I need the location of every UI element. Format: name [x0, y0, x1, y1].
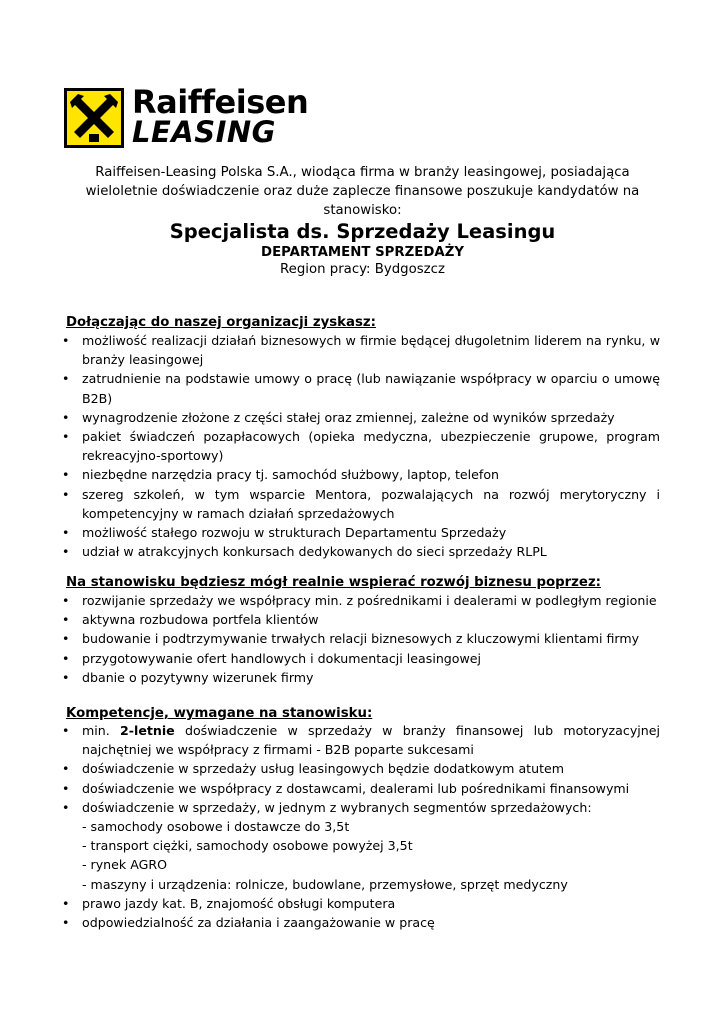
segment-item: - maszyny i urządzenia: rolnicze, budowlane, przemysłowe, sprzęt medyczny — [82, 876, 568, 892]
bullet-icon: • — [62, 486, 70, 502]
list-item — [60, 668, 660, 687]
list-item — [60, 591, 660, 610]
list-item-text: min. — [82, 723, 121, 738]
bullet-icon: • — [62, 467, 70, 483]
segment-item: - transport ciężki, samochody osobowe powyżej 3,5t — [82, 838, 413, 854]
list-item-text: doświadczenie w sprzedaży usług leasingowych będzie dodatkowym atutem — [82, 761, 565, 777]
job-title: Specjalista ds. Sprzedaży Leasingu — [169, 220, 556, 243]
bullet-icon: • — [62, 650, 70, 666]
list-item-text: doświadczenie w sprzedaży w branży finansowej lub motoryzacyjnej najchętniej we współpracy z firmami - B2B poparte sukcesami — [82, 723, 660, 758]
intro-paragraph: Raiffeisen-Leasing Polska S.A., wiodąca firma w branży leasingowej, posiadająca wieloletnie doświadczenie oraz duże zaplecze finansowe poszukuje kandydatów na stanowisko: — [85, 165, 640, 218]
bullet-icon: • — [62, 723, 70, 738]
list-item-text: odpowiedzialność za działania i zaangażowanie w pracę — [82, 915, 435, 931]
list-item — [60, 485, 660, 523]
bullet-icon: • — [62, 631, 70, 647]
logo-subtitle: LEASING — [132, 115, 276, 149]
list-item-text: niezbędne narzędzia pracy tj. samochód służbowy, laptop, telefon — [82, 467, 500, 483]
bullet-icon: • — [62, 915, 70, 931]
list-item — [60, 369, 660, 407]
company-logo — [64, 83, 309, 150]
list-item-text: rozwijanie sprzedaży we współpracy min. z pośrednikami i dealerami w podległym regionie — [82, 593, 657, 608]
list-item — [60, 913, 660, 932]
list-item — [60, 779, 660, 798]
department-name: DEPARTAMENT SPRZEDAŻY — [261, 245, 464, 260]
list-item — [60, 427, 660, 465]
bullet-icon: • — [62, 799, 70, 815]
list-item-text: pakiet świadczeń pozapłacowych (opieka medyczna, ubezpieczenie grupowe, program rekreacyjno-sportowy) — [82, 429, 660, 464]
list-item-text: możliwość stałego rozwoju w strukturach Departamentu Sprzedaży — [82, 525, 507, 541]
list-item-text: szereg szkoleń, w tym wsparcie Mentora, pozwalających na rozwój merytoryczny i kompetencyjny w ramach działań sprzedażowych — [82, 486, 660, 521]
bullet-icon: • — [62, 333, 70, 348]
list-item — [60, 542, 660, 561]
list-item-text: możliwość realizacji działań biznesowych w firmie będącej długoletnim liderem na rynku, w branży leasingowej — [82, 333, 660, 368]
list-item-text: dbanie o pozytywny wizerunek firmy — [82, 669, 314, 685]
segment-item: - rynek AGRO — [82, 857, 168, 873]
list-item — [60, 798, 660, 817]
list-item — [60, 465, 660, 484]
list-item-text: wynagrodzenie złożone z części stałej oraz zmiennej, zależne od wyników sprzedaży — [82, 409, 615, 425]
list-item — [60, 894, 660, 913]
duties-list — [60, 591, 660, 687]
logo-name: Raiffeisen — [132, 83, 309, 121]
bullet-icon: • — [62, 525, 70, 541]
list-item-text: udział w atrakcyjnych konkursach dedykowanych do sieci sprzedaży RLPL — [82, 544, 547, 560]
list-item-text: prawo jazdy kat. B, znajomość obsługi komputera — [82, 895, 396, 911]
list-item — [60, 610, 660, 629]
list-item — [60, 759, 660, 778]
bullet-icon: • — [62, 895, 70, 911]
crossed-gables-icon — [64, 88, 124, 148]
bullet-icon: • — [62, 761, 70, 777]
logo-mark-house-base — [89, 134, 99, 142]
bullet-icon: • — [62, 429, 70, 445]
bullet-icon: • — [62, 593, 70, 608]
list-item-text: doświadczenie w sprzedaży, w jednym z wybranych segmentów sprzedażowych: — [82, 799, 592, 815]
list-item-text: aktywna rozbudowa portfela klientów — [82, 612, 319, 628]
list-item — [60, 523, 660, 542]
list-item — [60, 408, 660, 427]
list-item-text: przygotowywanie ofert handlowych i dokumentacji leasingowej — [82, 650, 482, 666]
bullet-icon: • — [62, 544, 70, 560]
emphasis-text: 2-letnie — [120, 723, 175, 738]
list-item — [60, 649, 660, 668]
bullet-icon: • — [62, 669, 70, 685]
logo-mark-graphic — [64, 88, 124, 148]
benefits-heading: Dołączając do naszej organizacji zyskasz: — [66, 315, 376, 330]
list-item-text: budowanie i podtrzymywanie trwałych relacji biznesowych z kluczowymi klientami firmy — [82, 631, 640, 647]
requirements-heading: Kompetencje, wymagane na stanowisku: — [66, 706, 373, 721]
duties-heading: Na stanowisku będziesz mógł realnie wspierać rozwój biznesu poprzez: — [66, 575, 601, 590]
list-item — [60, 629, 660, 648]
bullet-icon: • — [62, 371, 70, 387]
list-item-text: doświadczenie we współpracy z dostawcami, dealerami lub pośrednikami finansowymi — [82, 780, 630, 796]
list-item-text: zatrudnienie na podstawie umowy o pracę (lub nawiązanie współpracy w oparciu o umowę B2B) — [82, 371, 660, 406]
work-region: Region pracy: Bydgoszcz — [280, 262, 445, 277]
bullet-icon: • — [62, 780, 70, 796]
segment-item: - samochody osobowe i dostawcze do 3,5t — [82, 819, 350, 835]
list-item — [60, 721, 660, 759]
bullet-icon: • — [62, 409, 70, 425]
requirements-list — [60, 721, 660, 932]
benefits-list — [60, 331, 660, 561]
bullet-icon: • — [62, 612, 70, 628]
list-item — [60, 331, 660, 369]
